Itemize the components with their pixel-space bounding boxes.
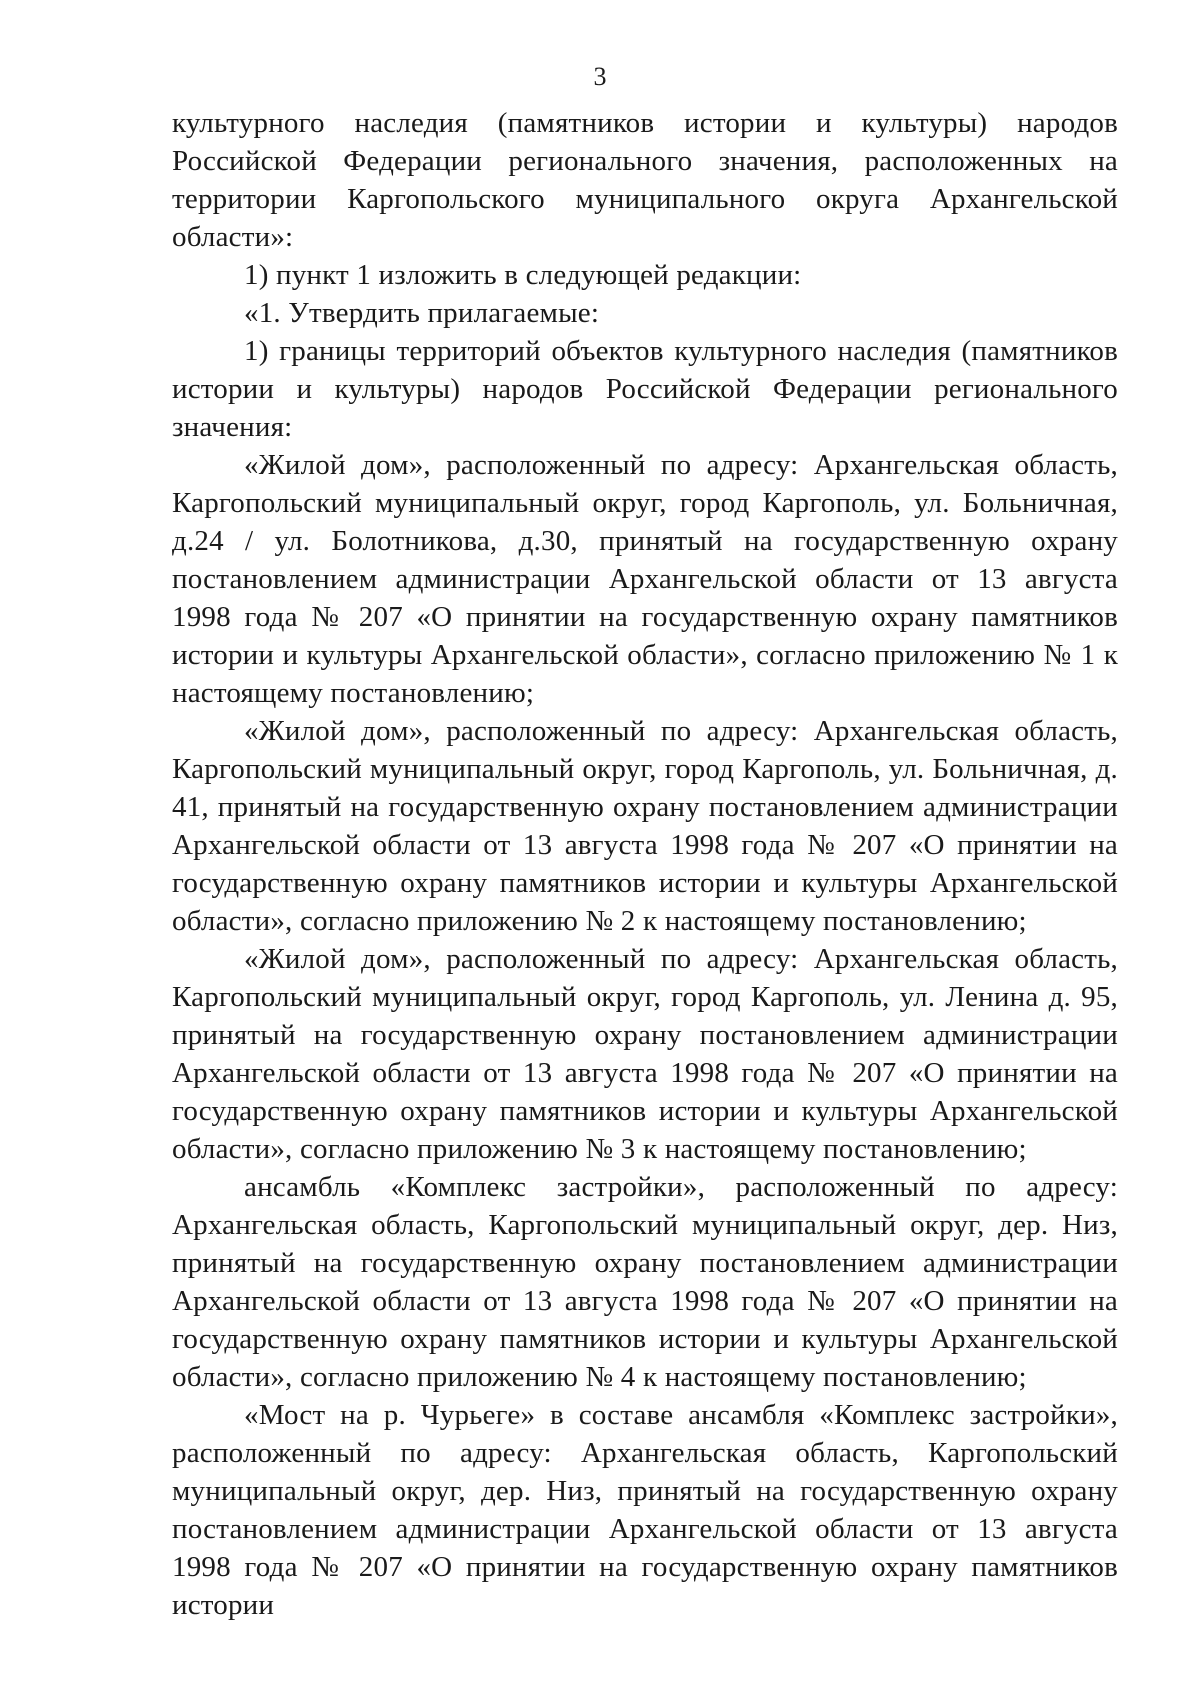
paragraph-house-bolnichnaya-41: «Жилой дом», расположенный по адресу: Архангельская область, Каргопольский муниципальный округ, город Каргополь, ул. Больничная, д. 41, принятый на государственную охрану постановлением администрации Архангельской области от 13 августа 1998 года № 207 «О принятии на государственную охрану памятников истории и культуры Архангельской области», согласно приложению № 2 к настоящему постановлению; [172, 715, 1118, 937]
paragraph-boundaries: 1) границы территорий объектов культурного наследия (памятников истории и культуры) народов Российской Федерации регионального значения: [172, 335, 1118, 443]
paragraph-house-bolnichnaya-24: «Жилой дом», расположенный по адресу: Архангельская область, Каргопольский муниципальный округ, город Каргополь, ул. Больничная, д.24 / ул. Болотникова, д.30, принятый на государственную охрану постановлением администрации Архангельской области от 13 августа 1998 года № 207 «О принятии на государственную охрану памятников истории и культуры Архангельской области», согласно приложению № 1 к настоящему постановлению; [172, 449, 1118, 709]
paragraph-bridge-churyega: «Мост на р. Чурьеге» в составе ансамбля «Комплекс застройки», расположенный по адресу: Архангельская область, Каргопольский муниципальный округ, дер. Низ, принятый на государственную охрану постановлением администрации Архангельской области от 13 августа 1998 года № 207 «О принятии на государственную охрану памятников истории [172, 1399, 1118, 1621]
paragraph-approve: «1. Утвердить прилагаемые: [244, 297, 600, 329]
paragraph-continuation: культурного наследия (памятников истории и культуры) народов Российской Федерации регионального значения, расположенных на территории Каргопольского муниципального округа Архангельской области»: [172, 107, 1118, 253]
page-number: 3 [593, 62, 607, 91]
paragraph-house-lenina-95: «Жилой дом», расположенный по адресу: Архангельская область, Каргопольский муниципальный округ, город Каргополь, ул. Ленина д. 95, принятый на государственную охрану постановлением администрации Архангельской области от 13 августа 1998 года № 207 «О принятии на государственную охрану памятников истории и культуры Архангельской области», согласно приложению № 3 к настоящему постановлению; [172, 943, 1118, 1165]
paragraph-item-1: 1) пункт 1 изложить в следующей редакции: [244, 259, 802, 291]
document-body [172, 104, 1118, 1624]
paragraph-ensemble-niz: ансамбль «Комплекс застройки», расположенный по адресу: Архангельская область, Каргопольский муниципальный округ, дер. Низ, принятый на государственную охрану постановлением администрации Архангельской области от 13 августа 1998 года № 207 «О принятии на государственную охрану памятников истории и культуры Архангельской области», согласно приложению № 4 к настоящему постановлению; [172, 1171, 1118, 1393]
